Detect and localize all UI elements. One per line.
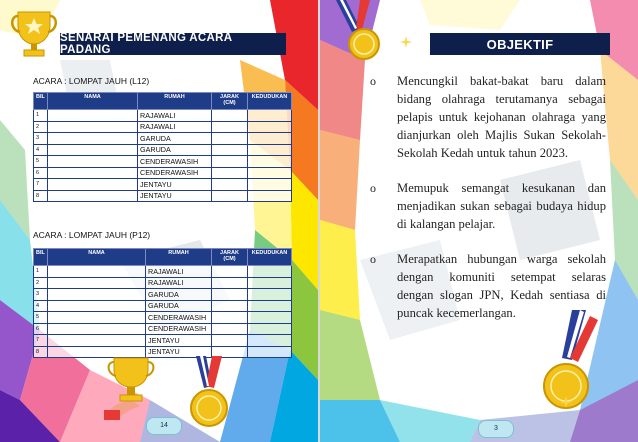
cell-bil: 6 [34, 167, 48, 179]
table-row [34, 167, 292, 179]
table-header-row [34, 249, 292, 266]
bullet-icon: o [370, 252, 376, 266]
table-row [34, 266, 292, 278]
objective-text: Memupuk semangat kesukanan dan menjadikan sukan sebagai budaya hidup di kalangan pelajar. [397, 181, 606, 231]
cell-rumah: GARUDA [138, 144, 212, 156]
table-row [34, 156, 292, 168]
cell-nama [48, 323, 146, 335]
cell-jarak [212, 144, 248, 156]
cell-bil: 7 [34, 335, 48, 347]
cell-kedudukan [248, 110, 292, 122]
cell-jarak [212, 156, 248, 168]
cell-bil: 8 [34, 190, 48, 202]
table-row [34, 300, 292, 312]
event-title-p12: ACARA : LOMPAT JAUH (P12) [33, 230, 151, 240]
cell-kedudukan [248, 289, 292, 301]
column-header-rumah: RUMAH [138, 93, 212, 110]
table-row [34, 289, 292, 301]
cell-bil: 7 [34, 179, 48, 191]
list-item [370, 72, 606, 162]
column-header-nama: NAMA [48, 93, 138, 110]
left-page [0, 0, 318, 442]
column-header-nama: NAMA [48, 249, 146, 266]
cell-rumah: CENDERAWASIH [138, 156, 212, 168]
cell-jarak [212, 266, 248, 278]
cell-kedudukan [248, 266, 292, 278]
cell-kedudukan [248, 323, 292, 335]
objectives-list [370, 72, 606, 339]
cell-kedudukan [248, 300, 292, 312]
cell-nama [48, 167, 138, 179]
cell-bil: 5 [34, 312, 48, 324]
column-header-jarak: JARAK (CM) [212, 249, 248, 266]
cell-nama [48, 277, 146, 289]
bullet-icon: o [370, 181, 376, 195]
cell-bil: 5 [34, 156, 48, 168]
cell-kedudukan [248, 156, 292, 168]
cell-kedudukan [248, 121, 292, 133]
cell-jarak [212, 121, 248, 133]
column-header-jarak: JARAK (CM) [212, 93, 248, 110]
cell-rumah: CENDERAWASIH [138, 167, 212, 179]
event-title-l12: ACARA : LOMPAT JAUH (L12) [33, 76, 150, 86]
cell-bil: 3 [34, 133, 48, 145]
table-row [34, 277, 292, 289]
table-row [34, 144, 292, 156]
column-header-bil: BIL [34, 93, 48, 110]
trophy-hand-icon [104, 354, 162, 420]
results-table-p12 [33, 248, 292, 358]
cell-rumah: RAJAWALI [146, 266, 212, 278]
results-table-l12 [33, 92, 292, 202]
cell-rumah: RAJAWALI [138, 110, 212, 122]
cell-kedudukan [248, 167, 292, 179]
cell-kedudukan [248, 144, 292, 156]
cell-rumah: CENDERAWASIH [146, 312, 212, 324]
table-row [34, 179, 292, 191]
cell-jarak [212, 167, 248, 179]
column-header-bil: BIL [34, 249, 48, 266]
cell-bil: 1 [34, 110, 48, 122]
cell-jarak [212, 335, 248, 347]
cell-bil: 3 [34, 289, 48, 301]
cell-kedudukan [248, 133, 292, 145]
page-number: 3 [478, 420, 514, 438]
cell-rumah: JENTAYU [138, 190, 212, 202]
table-row [34, 190, 292, 202]
sparkle-icon [560, 396, 572, 408]
cell-rumah: GARUDA [146, 300, 212, 312]
cell-nama [48, 289, 146, 301]
cell-nama [48, 300, 146, 312]
cell-bil: 2 [34, 121, 48, 133]
bullet-icon: o [370, 74, 376, 88]
cell-jarak [212, 190, 248, 202]
cell-nama [48, 133, 138, 145]
cell-bil: 1 [34, 266, 48, 278]
cell-nama [48, 335, 146, 347]
column-header-kedudukan: KEDUDUKAN [248, 93, 292, 110]
column-header-rumah: RUMAH [146, 249, 212, 266]
cell-kedudukan [248, 277, 292, 289]
cell-nama [48, 121, 138, 133]
table-row [34, 335, 292, 347]
table-row [34, 133, 292, 145]
cell-rumah: GARUDA [146, 289, 212, 301]
cell-rumah: JENTAYU [146, 346, 212, 358]
cell-jarak [212, 300, 248, 312]
cell-bil: 8 [34, 346, 48, 358]
cell-rumah: GARUDA [138, 133, 212, 145]
cell-bil: 2 [34, 277, 48, 289]
cell-nama [48, 144, 138, 156]
cell-rumah: RAJAWALI [146, 277, 212, 289]
cell-jarak [212, 323, 248, 335]
table-row [34, 312, 292, 324]
table-row [34, 323, 292, 335]
cell-kedudukan [248, 312, 292, 324]
table-row [34, 110, 292, 122]
cell-kedudukan [248, 179, 292, 191]
cell-jarak [212, 110, 248, 122]
cell-nama [48, 156, 138, 168]
cell-rumah: CENDERAWASIH [146, 323, 212, 335]
cell-nama [48, 110, 138, 122]
table-header-row [34, 93, 292, 110]
cell-jarak [212, 277, 248, 289]
cell-bil: 6 [34, 323, 48, 335]
cell-rumah: RAJAWALI [138, 121, 212, 133]
cell-kedudukan [248, 335, 292, 347]
medal-icon [186, 356, 232, 430]
cell-rumah: JENTAYU [146, 335, 212, 347]
column-header-kedudukan: KEDUDUKAN [248, 249, 292, 266]
cell-jarak [212, 289, 248, 301]
page-title: OBJEKTIF [430, 33, 610, 55]
cell-nama [48, 312, 146, 324]
cell-bil: 4 [34, 300, 48, 312]
cell-jarak [212, 179, 248, 191]
right-page [320, 0, 638, 442]
table-row [34, 121, 292, 133]
cell-kedudukan [248, 190, 292, 202]
cell-rumah: JENTAYU [138, 179, 212, 191]
medal-icon [330, 0, 390, 62]
page-number: 14 [146, 417, 182, 435]
sparkle-icon [400, 36, 412, 48]
cell-jarak [212, 312, 248, 324]
cell-nama [48, 179, 138, 191]
trophy-icon [6, 4, 62, 60]
list-item [370, 179, 606, 233]
cell-jarak [212, 133, 248, 145]
objective-text: Merapatkan hubungan warga sekolah dengan komuniti setempat selaras dengan slogan JPN, Kedah sentiasa di puncak kecemerlangan. [397, 252, 606, 320]
objective-text: Mencungkil bakat-bakat baru dalam bidang olahraga terutamanya sebagai pelapis untuk kejohanan olahraga yang dianjurkan oleh Majlis Sukan Sekolah-Sekolah Kedah untuk tahun 2023. [397, 74, 606, 160]
cell-kedudukan [248, 346, 292, 358]
cell-nama [48, 190, 138, 202]
cell-bil: 4 [34, 144, 48, 156]
page-title: SENARAI PEMENANG ACARA PADANG [60, 33, 286, 55]
cell-nama [48, 266, 146, 278]
table-row [34, 346, 292, 358]
